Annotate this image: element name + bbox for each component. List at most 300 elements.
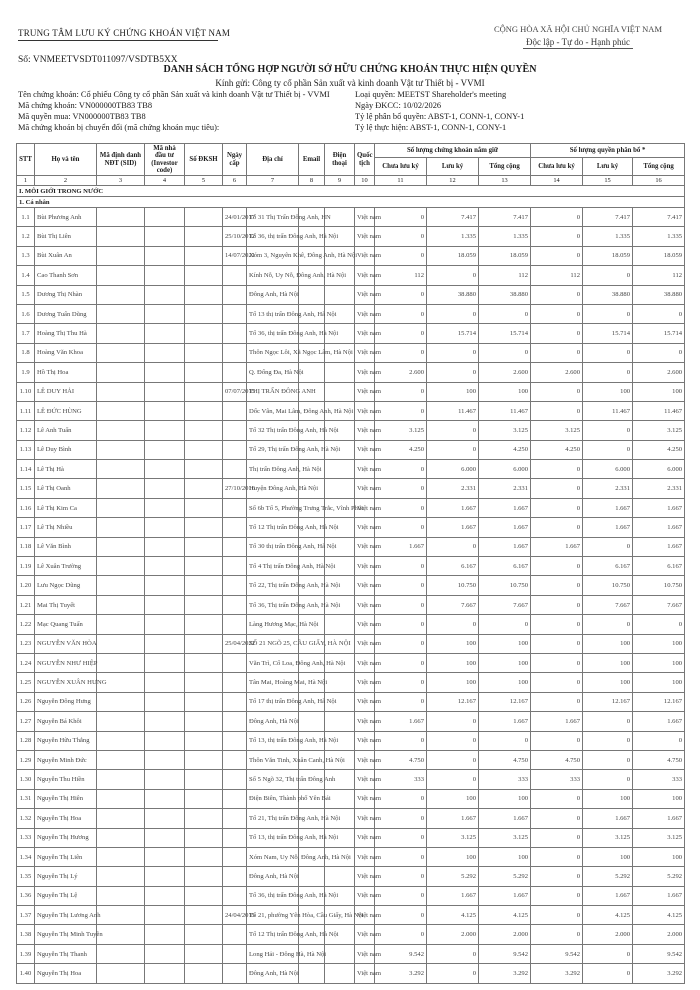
organization-underline: [18, 40, 218, 41]
row-holding-total: 2.600: [479, 363, 531, 382]
row-name: Nguyễn Thu Hiền: [35, 770, 97, 789]
row-stt: 1.1: [17, 208, 35, 227]
row-rights-undeposited: 3.125: [531, 421, 583, 440]
row-rights-deposited: 1.667: [583, 886, 633, 905]
header-address: Địa chỉ: [247, 144, 299, 176]
row-rights-deposited: 11.467: [583, 401, 633, 420]
table-row: [17, 557, 685, 576]
row-issue-date: 25/10/2012: [223, 227, 247, 246]
row-name: NGUYỄN XUÂN HƯNG: [35, 673, 97, 692]
row-rights-deposited: 0: [583, 712, 633, 731]
row-name: Nguyễn Thị Hương: [35, 828, 97, 847]
row-sid: [97, 227, 145, 246]
row-holding-total: 3.125: [479, 828, 531, 847]
row-issue-date: 24/01/2017: [223, 208, 247, 227]
table-row: [17, 634, 685, 653]
table-row: [17, 324, 685, 343]
row-holding-undeposited: 4.750: [375, 750, 427, 769]
row-address: Kính Nỗ, Uy Nỗ, Đông Anh, Hà Nội: [247, 266, 299, 285]
row-address: Tổ 13, thị trấn Đông Anh, Hà Nội: [247, 828, 299, 847]
row-registration-no: [185, 750, 223, 769]
converted-security-code: Mã chứng khoán bị chuyển đổi (mã chứng khoán mục tiêu):: [18, 123, 220, 132]
row-stt: 1.16: [17, 498, 35, 517]
row-holding-deposited: 11.467: [427, 401, 479, 420]
row-issue-date: [223, 712, 247, 731]
row-holding-undeposited: 0: [375, 382, 427, 401]
security-info: [18, 89, 338, 133]
row-rights-total: 6.000: [633, 460, 685, 479]
rights-code: Mã quyền mua: VN000000TB83 TB8: [18, 112, 146, 121]
row-phone: [325, 382, 355, 401]
row-holding-deposited: 5.292: [427, 867, 479, 886]
row-rights-deposited: 0: [583, 304, 633, 323]
row-registration-no: [185, 382, 223, 401]
row-holding-undeposited: 1.667: [375, 537, 427, 556]
rights-info: [355, 89, 685, 133]
row-sid: [97, 208, 145, 227]
row-email: [299, 712, 325, 731]
subsection-row: [17, 197, 685, 208]
row-issue-date: 24/04/2015: [223, 906, 247, 925]
row-email: [299, 964, 325, 983]
row-rights-undeposited: 0: [531, 615, 583, 634]
row-holding-deposited: 1.667: [427, 498, 479, 517]
row-nationality: Việt nam: [355, 867, 375, 886]
row-address: Làng Hương Mạc, Hà Nội: [247, 615, 299, 634]
row-holding-deposited: 0: [427, 964, 479, 983]
row-sid: [97, 770, 145, 789]
row-registration-no: [185, 537, 223, 556]
row-email: [299, 867, 325, 886]
row-address: Thôn Ngọc Lôi, Xã Ngọc Lâm, Hà Nội: [247, 343, 299, 362]
row-sid: [97, 925, 145, 944]
col-number: 2: [35, 176, 97, 186]
col-number: 3: [97, 176, 145, 186]
row-address: Tổ 36, thị trấn Đông Anh, Hà Nội: [247, 227, 299, 246]
row-rights-total: 38.880: [633, 285, 685, 304]
row-holding-undeposited: 3.125: [375, 421, 427, 440]
row-nationality: Việt nam: [355, 363, 375, 382]
row-rights-total: 100: [633, 634, 685, 653]
row-rights-total: 0: [633, 343, 685, 362]
row-rights-total: 112: [633, 266, 685, 285]
row-stt: 1.25: [17, 673, 35, 692]
row-stt: 1.39: [17, 944, 35, 963]
table-row: [17, 595, 685, 614]
row-holding-undeposited: 0: [375, 304, 427, 323]
row-holding-undeposited: 0: [375, 401, 427, 420]
row-rights-deposited: 0: [583, 944, 633, 963]
row-sid: [97, 246, 145, 265]
row-nationality: Việt nam: [355, 440, 375, 459]
table-row: [17, 770, 685, 789]
row-rights-deposited: 100: [583, 789, 633, 808]
row-rights-total: 333: [633, 770, 685, 789]
record-date: Ngày ĐKCC: 10/02/2026: [355, 101, 442, 110]
row-holding-total: 9.542: [479, 944, 531, 963]
row-rights-total: 7.667: [633, 595, 685, 614]
row-holding-total: 0: [479, 731, 531, 750]
row-issue-date: [223, 498, 247, 517]
row-stt: 1.22: [17, 615, 35, 634]
row-address: Tổ 31 Thị Trấn Đông Anh, HN: [247, 208, 299, 227]
row-holding-undeposited: 0: [375, 847, 427, 866]
row-sid: [97, 518, 145, 537]
row-registration-no: [185, 479, 223, 498]
row-rights-undeposited: 0: [531, 324, 583, 343]
row-holding-total: 3.292: [479, 964, 531, 983]
row-rights-undeposited: 9.542: [531, 944, 583, 963]
row-nationality: Việt nam: [355, 906, 375, 925]
col-number: 7: [247, 176, 299, 186]
document-recipient: Kính gửi: Công ty cổ phần Sản xuất và kinh doanh Vật tư Thiết bị - VVMI: [215, 78, 485, 88]
table-row: [17, 401, 685, 420]
row-address: Tân Mai, Hoàng Mai, Hà Nội: [247, 673, 299, 692]
row-investor-code: [145, 809, 185, 828]
row-holding-deposited: 3.125: [427, 828, 479, 847]
table-row: [17, 576, 685, 595]
row-rights-deposited: 6.000: [583, 460, 633, 479]
row-stt: 1.4: [17, 266, 35, 285]
row-stt: 1.38: [17, 925, 35, 944]
row-address: Tổ 13, thị trấn Đông Anh, Hà Nội: [247, 731, 299, 750]
row-rights-undeposited: 0: [531, 828, 583, 847]
row-address: SỐ 21 NGÕ 25, CẦU GIẤY, HÀ NỘI: [247, 634, 299, 653]
row-holding-undeposited: 0: [375, 208, 427, 227]
row-rights-undeposited: 0: [531, 673, 583, 692]
row-holding-deposited: 0: [427, 615, 479, 634]
row-rights-undeposited: 0: [531, 634, 583, 653]
row-holding-total: 0: [479, 304, 531, 323]
row-holding-total: 7.417: [479, 208, 531, 227]
table-row: [17, 537, 685, 556]
organization-name: TRUNG TÂM LƯU KÝ CHỨNG KHOÁN VIỆT NAM: [18, 28, 231, 38]
row-holding-total: 4.250: [479, 440, 531, 459]
row-investor-code: [145, 304, 185, 323]
row-holding-undeposited: 0: [375, 673, 427, 692]
row-registration-no: [185, 576, 223, 595]
col-number: 13: [479, 176, 531, 186]
row-sid: [97, 479, 145, 498]
row-holding-deposited: 0: [427, 537, 479, 556]
row-issue-date: 25/04/2022: [223, 634, 247, 653]
row-holding-undeposited: 333: [375, 770, 427, 789]
row-investor-code: [145, 498, 185, 517]
row-rights-total: 18.059: [633, 246, 685, 265]
row-address: THỊ TRẤN ĐÔNG ANH: [247, 382, 299, 401]
row-investor-code: [145, 906, 185, 925]
row-rights-deposited: 100: [583, 634, 633, 653]
row-holding-total: 1.667: [479, 886, 531, 905]
row-registration-no: [185, 401, 223, 420]
row-name: Lê Thị Kim Ca: [35, 498, 97, 517]
row-address: Xóm Nam, Uy Nỗ, Đông Anh, Hà Nội: [247, 847, 299, 866]
row-holding-total: 100: [479, 653, 531, 672]
row-address: Tổ 32 Thị trấn Đông Anh, Hà Nội: [247, 421, 299, 440]
row-name: Nguyễn Thị Hiên: [35, 789, 97, 808]
row-stt: 1.15: [17, 479, 35, 498]
column-number-row: [17, 176, 685, 186]
row-nationality: Việt nam: [355, 479, 375, 498]
row-holding-deposited: 1.667: [427, 886, 479, 905]
row-holding-total: 10.750: [479, 576, 531, 595]
row-name: Nguyễn Thị Minh Tuyền: [35, 925, 97, 944]
row-investor-code: [145, 285, 185, 304]
row-nationality: Việt nam: [355, 324, 375, 343]
row-holding-deposited: 0: [427, 440, 479, 459]
table-row: [17, 712, 685, 731]
row-rights-deposited: 0: [583, 964, 633, 983]
row-sid: [97, 401, 145, 420]
national-motto: Độc lập - Tự do - Hạnh phúc: [526, 37, 630, 47]
row-rights-total: 9.542: [633, 944, 685, 963]
col-number: 16: [633, 176, 685, 186]
row-rights-undeposited: 0: [531, 789, 583, 808]
row-investor-code: [145, 615, 185, 634]
row-issue-date: [223, 576, 247, 595]
allocation-ratio: Tỷ lệ phân bổ quyền: ABST-1, CONN-1, CONY-1: [355, 112, 525, 121]
col-number: 9: [325, 176, 355, 186]
row-rights-total: 11.467: [633, 401, 685, 420]
col-number: 5: [185, 176, 223, 186]
row-address: Tổ 12 Thị trấn Đông Anh, Hà Nội: [247, 518, 299, 537]
row-holding-undeposited: 0: [375, 615, 427, 634]
row-stt: 1.13: [17, 440, 35, 459]
row-issue-date: [223, 653, 247, 672]
row-rights-total: 3.292: [633, 964, 685, 983]
row-holding-deposited: 15.714: [427, 324, 479, 343]
row-sid: [97, 324, 145, 343]
table-row: [17, 498, 685, 517]
row-rights-deposited: 100: [583, 673, 633, 692]
row-rights-deposited: 0: [583, 750, 633, 769]
row-investor-code: [145, 750, 185, 769]
col-number: 12: [427, 176, 479, 186]
row-investor-code: [145, 363, 185, 382]
row-nationality: Việt nam: [355, 576, 375, 595]
row-stt: 1.28: [17, 731, 35, 750]
row-rights-total: 4.125: [633, 906, 685, 925]
row-registration-no: [185, 246, 223, 265]
row-holding-undeposited: 0: [375, 324, 427, 343]
row-issue-date: [223, 809, 247, 828]
row-stt: 1.29: [17, 750, 35, 769]
row-holding-undeposited: 0: [375, 828, 427, 847]
row-holding-deposited: 6.000: [427, 460, 479, 479]
row-rights-total: 12.167: [633, 692, 685, 711]
row-holding-deposited: 18.059: [427, 246, 479, 265]
row-rights-total: 1.667: [633, 498, 685, 517]
row-rights-undeposited: 0: [531, 246, 583, 265]
row-holding-undeposited: 0: [375, 285, 427, 304]
row-investor-code: [145, 847, 185, 866]
row-sid: [97, 750, 145, 769]
row-rights-deposited: 12.167: [583, 692, 633, 711]
table-row: [17, 944, 685, 963]
row-name: Dương Thị Nhàn: [35, 285, 97, 304]
row-issue-date: [223, 343, 247, 362]
subsection-title: 1. Cá nhân: [17, 197, 685, 208]
row-issue-date: [223, 770, 247, 789]
row-holding-undeposited: 0: [375, 906, 427, 925]
row-rights-total: 100: [633, 382, 685, 401]
row-stt: 1.24: [17, 653, 35, 672]
row-registration-no: [185, 634, 223, 653]
row-rights-deposited: 5.292: [583, 867, 633, 886]
row-investor-code: [145, 479, 185, 498]
row-name: Lê Thị Nhiều: [35, 518, 97, 537]
row-nationality: Việt nam: [355, 401, 375, 420]
row-registration-no: [185, 886, 223, 905]
row-nationality: Việt nam: [355, 518, 375, 537]
row-sid: [97, 712, 145, 731]
row-nationality: Việt nam: [355, 634, 375, 653]
table-row: [17, 750, 685, 769]
row-sid: [97, 828, 145, 847]
row-holding-total: 2.000: [479, 925, 531, 944]
row-name: Cao Thanh Sơn: [35, 266, 97, 285]
row-sid: [97, 595, 145, 614]
row-registration-no: [185, 673, 223, 692]
row-stt: 1.40: [17, 964, 35, 983]
row-name: Nguyễn Đông Hưng: [35, 692, 97, 711]
row-sid: [97, 440, 145, 459]
table-row: [17, 692, 685, 711]
row-rights-deposited: 0: [583, 731, 633, 750]
row-name: Nguyễn Thị Hoa: [35, 809, 97, 828]
row-holding-deposited: 6.167: [427, 557, 479, 576]
row-stt: 1.20: [17, 576, 35, 595]
row-rights-undeposited: 0: [531, 925, 583, 944]
row-nationality: Việt nam: [355, 382, 375, 401]
row-holding-deposited: 0: [427, 750, 479, 769]
row-investor-code: [145, 246, 185, 265]
row-name: Lưu Ngọc Dũng: [35, 576, 97, 595]
row-holding-undeposited: 0: [375, 925, 427, 944]
row-holding-undeposited: 0: [375, 460, 427, 479]
row-rights-total: 1.667: [633, 537, 685, 556]
row-holding-undeposited: 0: [375, 246, 427, 265]
row-rights-deposited: 0: [583, 615, 633, 634]
row-holding-undeposited: 0: [375, 518, 427, 537]
row-sid: [97, 615, 145, 634]
row-name: Nguyễn Hữu Thắng: [35, 731, 97, 750]
document-number: Số: VNMEETVSDT011097/VSDTB5XX: [18, 55, 178, 65]
row-address: Tổ 13 thị trấn Đông Anh, Hà Nội: [247, 304, 299, 323]
row-holding-deposited: 1.667: [427, 809, 479, 828]
row-address: Dốc Vân, Mai Lâm, Đông Anh, Hà Nội: [247, 401, 299, 420]
table-row: [17, 653, 685, 672]
row-holding-deposited: 10.750: [427, 576, 479, 595]
row-name: Dương Tuấn Dũng: [35, 304, 97, 323]
security-code: Mã chứng khoán: VN000000TB83 TB8: [18, 101, 153, 110]
row-holding-undeposited: 0: [375, 886, 427, 905]
row-holding-total: 6.000: [479, 460, 531, 479]
row-issue-date: [223, 363, 247, 382]
row-holding-total: 38.880: [479, 285, 531, 304]
header-group-rights: Số lượng quyền phân bổ *: [531, 144, 685, 158]
row-rights-total: 3.125: [633, 828, 685, 847]
row-rights-deposited: 0: [583, 343, 633, 362]
row-holding-total: 2.331: [479, 479, 531, 498]
row-phone: [325, 285, 355, 304]
row-sid: [97, 363, 145, 382]
row-holding-deposited: 7.417: [427, 208, 479, 227]
row-rights-undeposited: 4.750: [531, 750, 583, 769]
row-name: LÊ ĐỨC HÙNG: [35, 401, 97, 420]
row-issue-date: [223, 285, 247, 304]
row-sid: [97, 653, 145, 672]
row-rights-total: 1.667: [633, 518, 685, 537]
row-sid: [97, 421, 145, 440]
col-number: 4: [145, 176, 185, 186]
row-name: Hồ Thị Hoa: [35, 363, 97, 382]
row-rights-undeposited: 333: [531, 770, 583, 789]
header-holding-total: Tổng cộng: [479, 158, 531, 176]
row-sid: [97, 886, 145, 905]
row-issue-date: [223, 518, 247, 537]
row-address: Tổ 21, Thị trấn Đông Anh, Hà Nội: [247, 809, 299, 828]
row-rights-undeposited: 0: [531, 867, 583, 886]
row-sid: [97, 557, 145, 576]
row-issue-date: [223, 266, 247, 285]
row-holding-total: 7.667: [479, 595, 531, 614]
row-issue-date: [223, 731, 247, 750]
row-rights-deposited: 1.667: [583, 518, 633, 537]
row-rights-deposited: 3.125: [583, 828, 633, 847]
row-stt: 1.23: [17, 634, 35, 653]
row-issue-date: [223, 925, 247, 944]
row-investor-code: [145, 557, 185, 576]
table-row: [17, 460, 685, 479]
row-holding-deposited: 0: [427, 363, 479, 382]
row-phone: [325, 615, 355, 634]
row-name: Lê Duy Bình: [35, 440, 97, 459]
header-right: [478, 24, 678, 49]
row-address: Tổ 29, Thị trấn Đông Anh, Hà Nội: [247, 440, 299, 459]
row-rights-undeposited: 0: [531, 343, 583, 362]
row-investor-code: [145, 382, 185, 401]
row-stt: 1.27: [17, 712, 35, 731]
table-row: [17, 518, 685, 537]
row-phone: [325, 964, 355, 983]
row-stt: 1.3: [17, 246, 35, 265]
row-stt: 1.7: [17, 324, 35, 343]
table-row: [17, 906, 685, 925]
table-row: [17, 208, 685, 227]
row-holding-deposited: 100: [427, 847, 479, 866]
row-rights-total: 0: [633, 304, 685, 323]
row-sid: [97, 906, 145, 925]
row-holding-deposited: 0: [427, 343, 479, 362]
row-nationality: Việt nam: [355, 421, 375, 440]
row-nationality: Việt nam: [355, 285, 375, 304]
row-address: Đông Anh, Hà Nội: [247, 964, 299, 983]
row-issue-date: [223, 886, 247, 905]
row-holding-total: 1.667: [479, 518, 531, 537]
row-registration-no: [185, 964, 223, 983]
row-rights-undeposited: 0: [531, 479, 583, 498]
row-nationality: Việt nam: [355, 595, 375, 614]
row-sid: [97, 692, 145, 711]
table-row: [17, 673, 685, 692]
row-address: Long Hải - Đông Hà, Hà Nội: [247, 944, 299, 963]
row-address: Tổ 21, phường Yên Hòa, Cầu Giấy, Hà Nội: [247, 906, 299, 925]
table-row: [17, 285, 685, 304]
row-issue-date: [223, 673, 247, 692]
row-rights-total: 7.417: [633, 208, 685, 227]
row-email: [299, 285, 325, 304]
